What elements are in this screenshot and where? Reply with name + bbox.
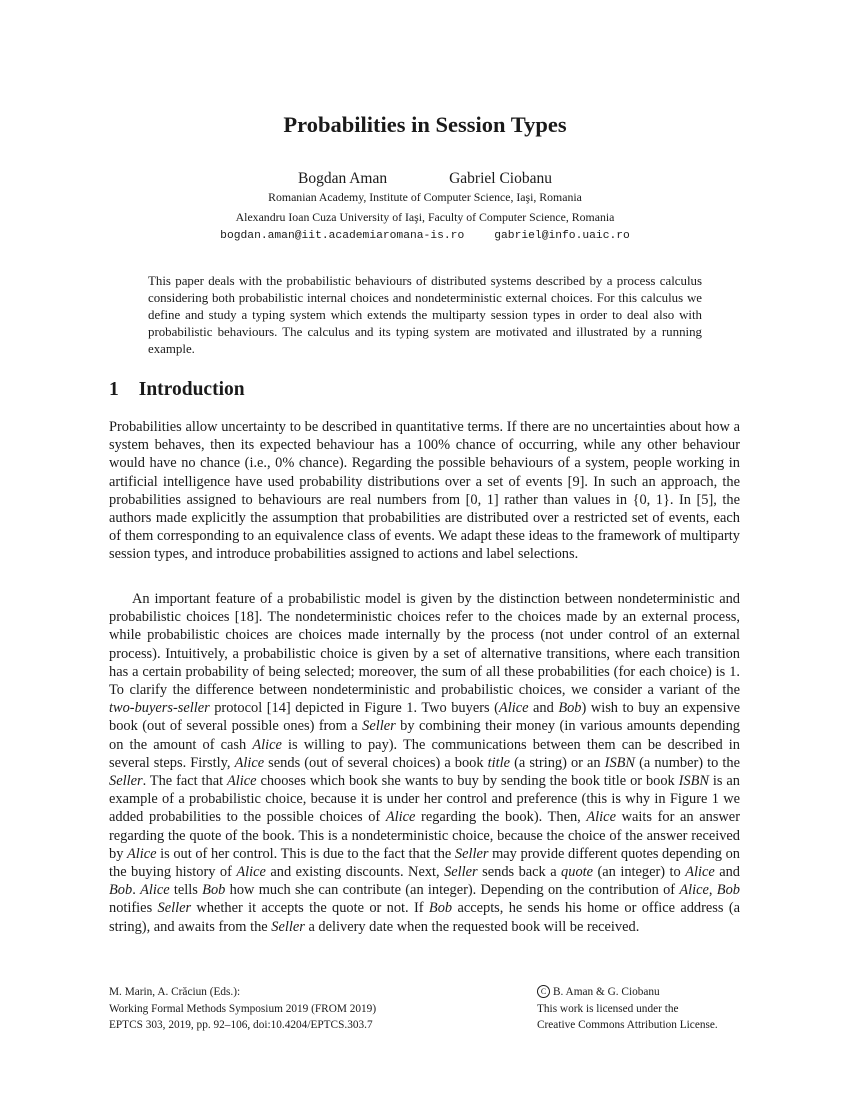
author-email[interactable]: bogdan.aman@iit.academiaromana-is.ro <box>220 230 465 242</box>
section-heading <box>109 379 245 401</box>
affiliation: Alexandru Ioan Cuza University of Iaşi, Faculty of Computer Science, Romania <box>235 210 615 224</box>
footer-citation <box>109 984 376 1034</box>
section-title: Introduction <box>138 379 245 400</box>
footer-line[interactable]: Creative Commons Attribution License. <box>537 1019 718 1031</box>
author-emails <box>0 230 850 242</box>
author-email[interactable]: gabriel@info.uaic.ro <box>494 230 630 242</box>
author-name: Bogdan Aman <box>297 170 388 187</box>
abstract: This paper deals with the probabilistic behaviours of distributed systems described by a process calculus considering both probabilistic internal choices and nondeterministic external choices. For this calculus we define and study a typing system which extends the multiparty session types in order to deal also with probabilistic behaviours. The calculus and its typing system are motivated and illustrated by a running example. <box>148 274 702 356</box>
copyright-icon: C <box>537 985 550 998</box>
footer-line: This work is licensed under the <box>537 1002 679 1015</box>
author-name: Gabriel Ciobanu <box>449 170 552 187</box>
author-list <box>0 170 850 188</box>
footer-line: M. Marin, A. Crăciun (Eds.): <box>109 986 241 998</box>
footer-line: C B. Aman & G. Ciobanu <box>537 984 718 1001</box>
footer-line: Working Formal Methods Symposium 2019 (FROM 2019) <box>109 1002 377 1015</box>
affiliation: Romanian Academy, Institute of Computer Science, Iaşi, Romania <box>268 190 582 204</box>
section-number: 1 <box>109 379 119 400</box>
footer-line: EPTCS 303, 2019, pp. 92–106, doi:10.4204/EPTCS.303.7 <box>109 1019 373 1031</box>
paper-title: Probabilities in Session Types <box>283 112 567 137</box>
body-paragraph: Probabilities allow uncertainty to be described in quantitative terms. If there are no uncertainties about how a system behaves, then its expected behaviour has a 100% chance of occurring, while any other behaviour would have no chance (i.e., 0% chance). Regarding the possible behaviours of a system, people working in artificial intelligence have used probability distributions over a set of events [9]. In such an approach, the probabilities assigned to behaviours are real numbers from [0, 1] rather than values in {0, 1}. In [5], the authors made explicitly the assumption that probabilities are distributed over a restricted set of events, each of them corresponding to an equivalence class of events. We adapt these ideas to the framework of multiparty session types, and introduce probabilities assigned to actions and label selections. <box>109 419 740 563</box>
body-paragraph: An important feature of a probabilistic model is given by the distinction between nondeterministic and probabilistic choices [18]. The nondeterministic choices refer to the choices made by an external process, while probabilistic choices are choices made internally by the process (not under control of an external process). Intuitively, a probabilistic choice is given by a set of alternative transitions, where each transition has a certain probability of being selected; moreover, the sum of all these probabilities (for each choice) is 1. To clarify the difference between nondeterministic and probabilistic choices, we consider a variant of the two-buyers-seller protocol [14] depicted in Figure 1. Two buyers (Alice and Bob) wish to buy an expensive book (out of several possible ones) from a Seller by combining their money (in various amounts depending on the amount of cash Alice is willing to pay). The communications between them can be described in several steps. Firstly, Alice sends (out of several choices) a book title (a string) or an ISBN (a number) to the Seller. The fact that Alice chooses which book she wants to buy by sending the book title or book ISBN is an example of a probabilistic choice, because it is under her control and preference (this is why in Figure 1 we added probabilities to the possible choices of Alice regarding the book). Then, Alice waits for an answer regarding the quote of the book. This is a nondeterministic choice, because the choice of the answer received by Alice is out of her control. This is due to the fact that the Seller may provide different quotes depending on the buying history of Alice and existing discounts. Next, Seller sends back a quote (an integer) to Alice and Bob. Alice tells Bob how much she can contribute (an integer). Depending on the contribution of Alice, Bob notifies Seller whether it accepts the quote or not. If Bob accepts, he sends his home or office address (a string), and awaits from the Seller a delivery date when the requested book will be received. <box>109 591 741 935</box>
footer-license <box>537 984 718 1034</box>
